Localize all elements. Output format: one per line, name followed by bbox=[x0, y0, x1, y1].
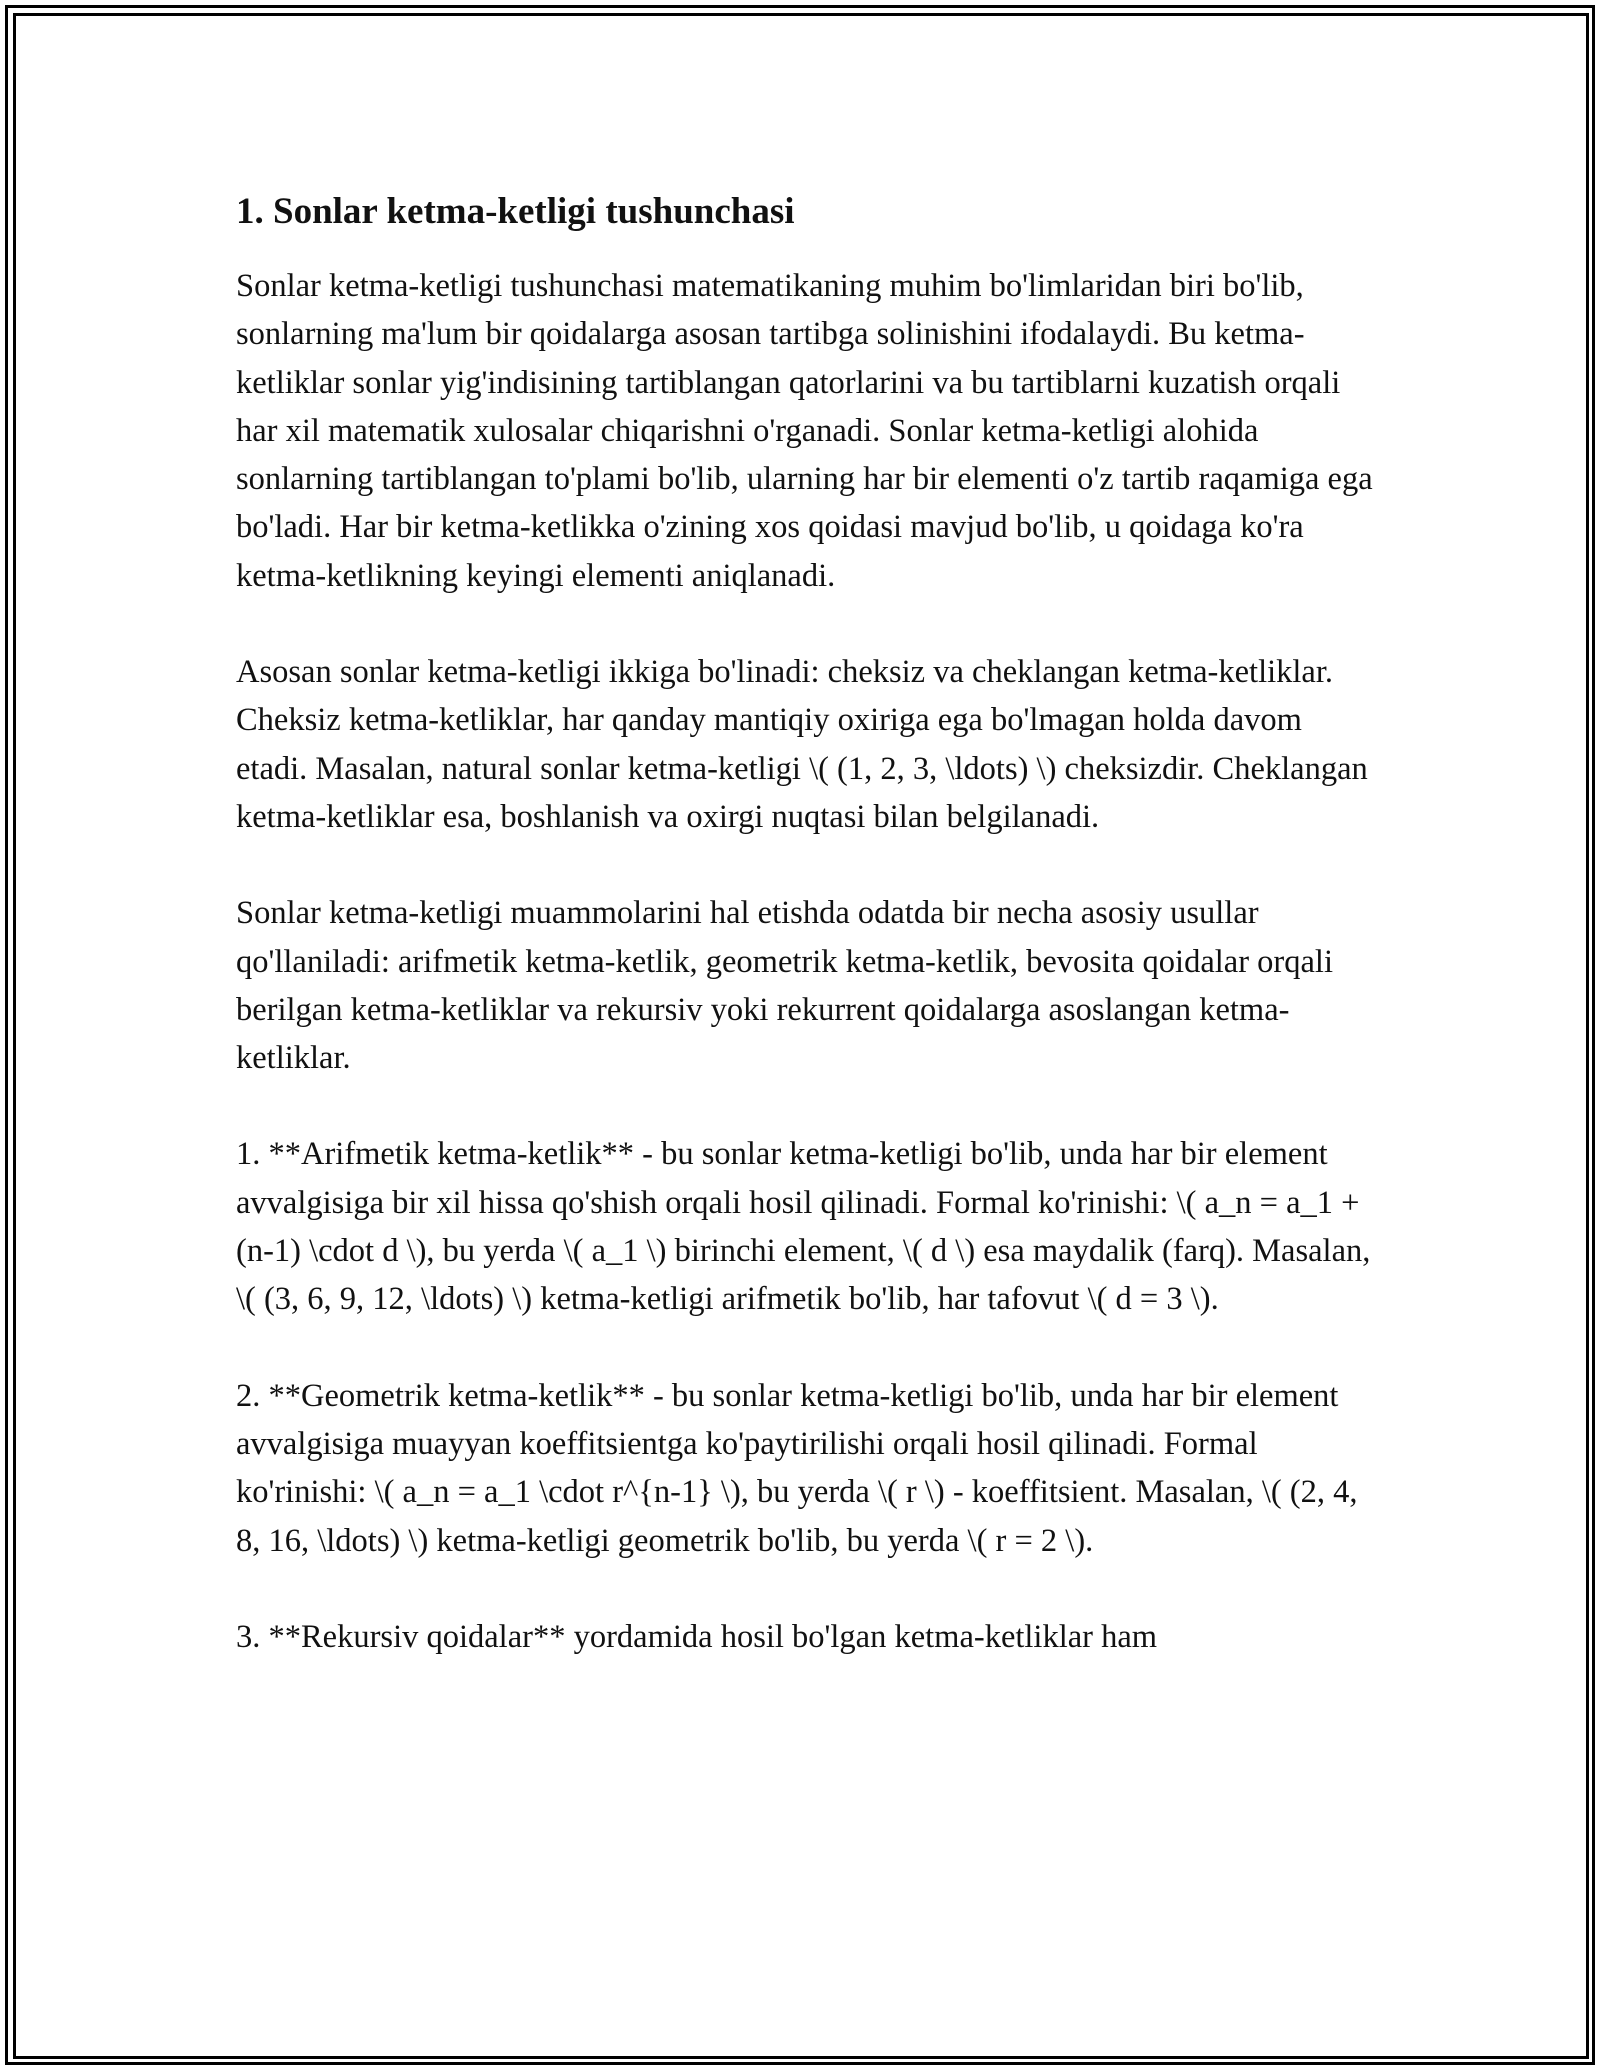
paragraph-methods: Sonlar ketma-ketligi muammolarini hal etishda odatda bir necha asosiy usullar qo'llaniladi: arifmetik ketma-ketlik, geometrik ketma-ketlik, bevosita qoidalar orqali berilgan ketma-ketliklar va rekursiv yoki rekurrent qoidalarga asoslangan ketma-ketliklar. bbox=[236, 895, 1333, 1077]
paragraph-intro: Sonlar ketma-ketligi tushunchasi matematikaning muhim bo'limlaridan biri bo'lib, sonlarning ma'lum bir qoidalarga asosan tartibga solinishini ifodalaydi. Bu ketma-ketliklar sonlar yig'indisining tartiblangan qatorlarini va bu tartiblarni kuzatish orqali har xil matematik xulosalar chiqarishni o'rganadi. Sonlar ketma-ketligi alohida sonlarning tartiblangan to'plami bo'lib, ularning har bir elementi o'z tartib raqamiga ega bo'ladi. Har bir ketma-ketlikka o'zining xos qoidasi mavjud bo'lib, u qoidaga ko'ra ketma-ketlikning keyingi elementi aniqlanadi. bbox=[236, 268, 1373, 594]
section-heading: 1. Sonlar ketma-ketligi tushunchasi bbox=[236, 191, 795, 232]
paragraph-arithmetic: 1. **Arifmetik ketma-ketlik** - bu sonlar ketma-ketligi bo'lib, unda har bir element avvalgisiga bir xil hissa qo'shish orqali hosil qilinadi. Formal ko'rinishi: \( a_n = a_1 + (n-1) \cdot d \), bu yerda \( a_1 \) birinchi element, \( d \) esa maydalik (farq). Masalan, \( (3, 6, 9, 12, \ldots) \) ketma-ketligi arifmetik bo'lib, har tafovut \( d = 3 \). bbox=[236, 1136, 1371, 1318]
paragraph-geometric: 2. **Geometrik ketma-ketlik** - bu sonlar ketma-ketligi bo'lib, unda har bir element avvalgisiga muayyan koeffitsientga ko'paytirilishi orqali hosil qilinadi. Formal ko'rinishi: \( a_n = a_1 \cdot r^{n-1} \), bu yerda \( r \) - koeffitsient. Masalan, \( (2, 4, 8, 16, \ldots) \) ketma-ketligi geometrik bo'lib, bu yerda \( r = 2 \). bbox=[236, 1377, 1358, 1559]
paragraph-types: Asosan sonlar ketma-ketligi ikkiga bo'linadi: cheksiz va cheklangan ketma-ketliklar. Cheksiz ketma-ketliklar, har qanday mantiqiy oxiriga ega bo'lmagan holda davom etadi. Masalan, natural sonlar ketma-ketligi \( (1, 2, 3, \ldots) \) cheksizdir. Cheklangan ketma-ketliklar esa, boshlanish va oxirgi nuqtasi bilan belgilanadi. bbox=[236, 654, 1368, 835]
document-body bbox=[236, 188, 1376, 1709]
paragraph-recursive: 3. **Rekursiv qoidalar** yordamida hosil bo'lgan ketma-ketliklar ham bbox=[236, 1618, 1158, 1655]
